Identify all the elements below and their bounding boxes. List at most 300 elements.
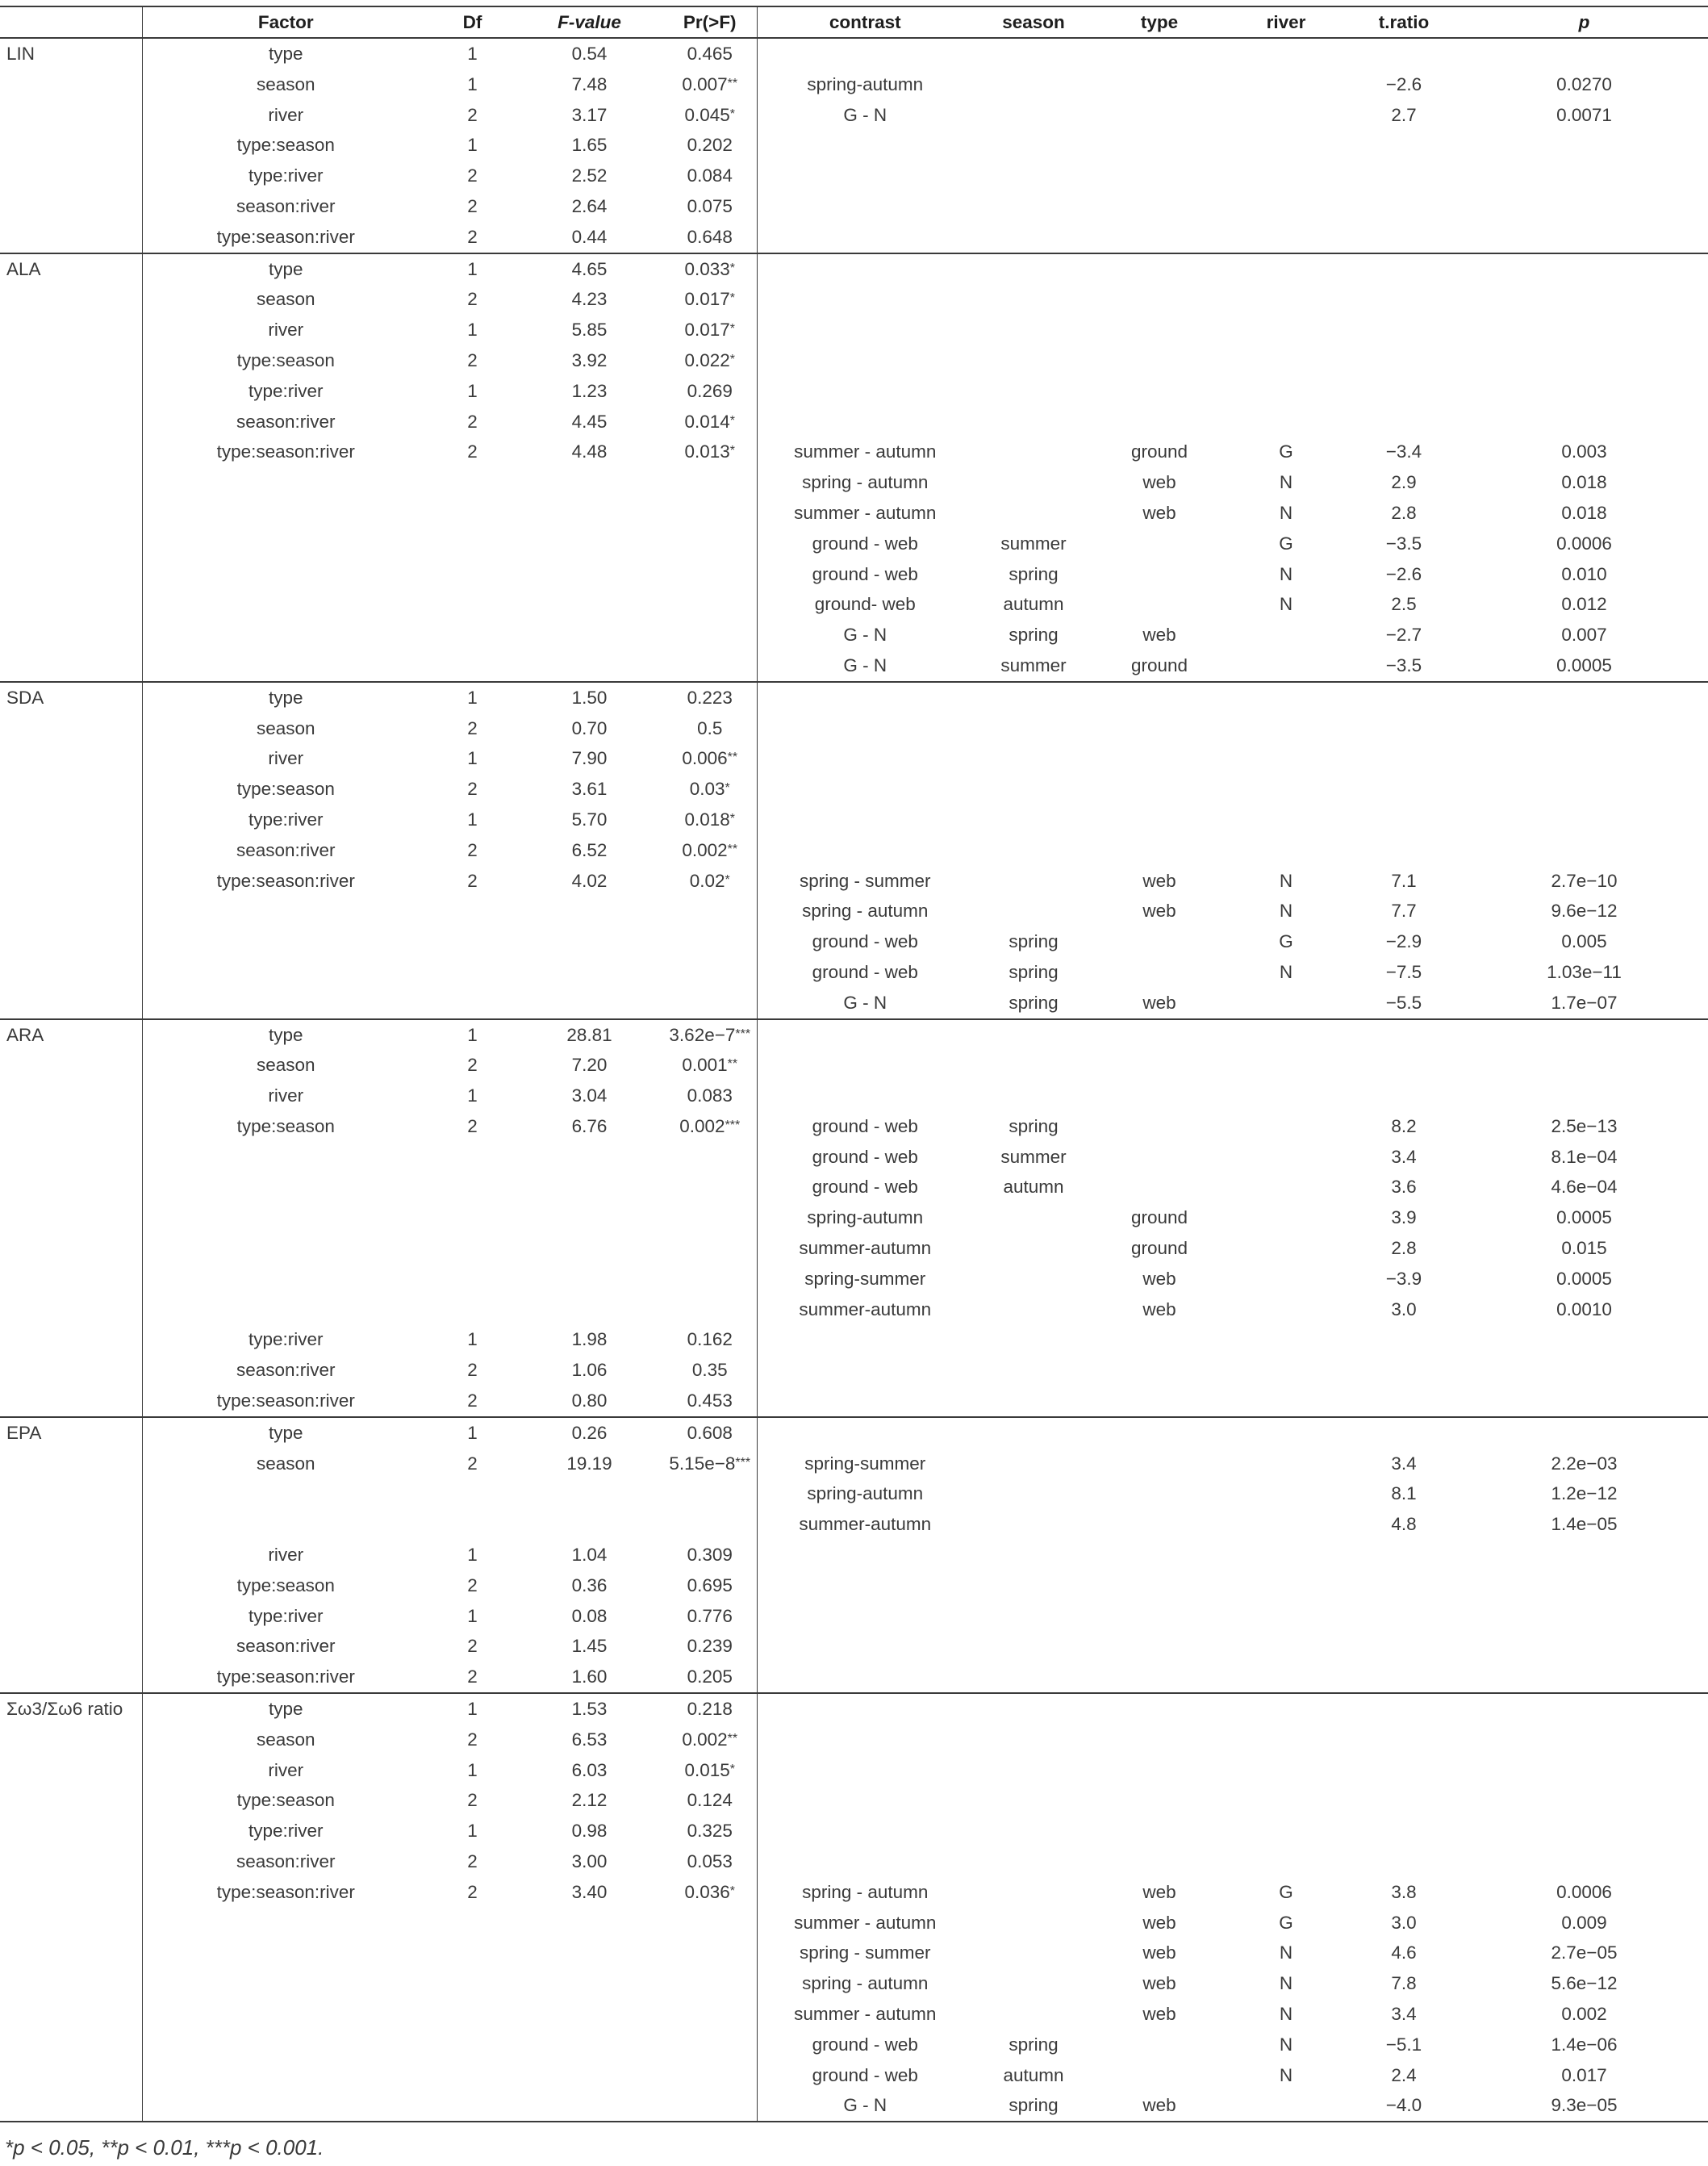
cell-prf bbox=[663, 682, 757, 713]
cell-type: web bbox=[1142, 870, 1176, 891]
table-row bbox=[0, 866, 1708, 897]
cell-df: 2 bbox=[467, 717, 478, 738]
cell-type: ground bbox=[1130, 1207, 1188, 1228]
cell-type: web bbox=[1142, 472, 1176, 493]
cell-prf bbox=[663, 1386, 757, 1417]
header-prf: Pr(>F) bbox=[663, 6, 757, 38]
cell-factor: season:river bbox=[142, 407, 429, 437]
cell-factor bbox=[142, 1999, 429, 2030]
cell-contrast: summer - autumn bbox=[757, 437, 973, 467]
cell-type: web bbox=[1142, 625, 1176, 646]
cell-season bbox=[973, 743, 1094, 774]
cell-tratio: −2.6 bbox=[1385, 563, 1422, 584]
table-row bbox=[0, 376, 1708, 407]
cell-measure bbox=[0, 926, 142, 957]
cell-df bbox=[429, 2030, 516, 2060]
cell-season bbox=[973, 1846, 1094, 1877]
cell-contrast bbox=[757, 1081, 973, 1111]
cell-fvalue: 7.90 bbox=[571, 748, 608, 769]
cell-contrast bbox=[757, 713, 973, 744]
cell-river bbox=[1225, 1386, 1347, 1417]
cell-prf bbox=[663, 222, 757, 253]
cell-measure bbox=[0, 1938, 142, 1968]
pr-value: 0.002 bbox=[682, 1729, 728, 1750]
table-row bbox=[0, 1540, 1708, 1570]
significance-stars: ** bbox=[727, 1057, 738, 1072]
cell-p: 0.002 bbox=[1561, 2004, 1607, 2024]
table-row bbox=[0, 222, 1708, 253]
cell-prf bbox=[663, 1846, 757, 1877]
cell-measure bbox=[0, 1540, 142, 1570]
cell-season bbox=[973, 1999, 1094, 2030]
cell-df: 1 bbox=[467, 44, 478, 64]
cell-contrast bbox=[757, 1050, 973, 1081]
table-row bbox=[0, 345, 1708, 376]
cell-season: autumn bbox=[1003, 594, 1064, 615]
table-row bbox=[0, 988, 1708, 1019]
table-row bbox=[0, 713, 1708, 744]
cell-df: 2 bbox=[467, 226, 478, 247]
cell-season bbox=[973, 896, 1094, 926]
header-fvalue: F-value bbox=[516, 6, 663, 38]
cell-tratio: 8.1 bbox=[1391, 1483, 1417, 1504]
header-df: Df bbox=[429, 6, 516, 38]
cell-measure bbox=[0, 1662, 142, 1693]
cell-measure bbox=[0, 774, 142, 805]
pr-value: 0.465 bbox=[687, 44, 733, 64]
cell-prf bbox=[663, 559, 757, 590]
cell-factor bbox=[142, 1233, 429, 1264]
cell-prf bbox=[663, 835, 757, 866]
cell-p bbox=[1460, 130, 1708, 161]
cell-contrast bbox=[757, 38, 973, 69]
cell-river: N bbox=[1279, 594, 1293, 615]
pr-value: 0.002 bbox=[682, 839, 728, 860]
table-row bbox=[0, 2060, 1708, 2091]
table-row bbox=[0, 589, 1708, 620]
cell-season bbox=[973, 1478, 1094, 1509]
significance-stars: ** bbox=[727, 751, 738, 765]
cell-tratio: 3.9 bbox=[1391, 1207, 1417, 1228]
cell-p bbox=[1460, 191, 1708, 222]
pr-value: 0.018 bbox=[684, 809, 730, 830]
table-row bbox=[0, 1386, 1708, 1417]
cell-contrast: spring-summer bbox=[757, 1264, 973, 1294]
cell-tratio bbox=[1347, 743, 1460, 774]
cell-type: web bbox=[1142, 901, 1176, 922]
cell-contrast: ground - web bbox=[757, 529, 973, 559]
cell-river bbox=[1225, 1478, 1347, 1509]
cell-river bbox=[1225, 1111, 1347, 1142]
cell-season bbox=[973, 866, 1094, 897]
cell-tratio: 2.5 bbox=[1391, 594, 1417, 615]
cell-contrast bbox=[757, 1662, 973, 1693]
cell-river bbox=[1225, 315, 1347, 345]
cell-fvalue: 0.80 bbox=[571, 1390, 608, 1411]
cell-river bbox=[1225, 1693, 1347, 1725]
cell-fvalue: 5.70 bbox=[571, 809, 608, 830]
cell-type bbox=[1094, 926, 1225, 957]
cell-contrast: spring - autumn bbox=[757, 896, 973, 926]
cell-df: 1 bbox=[429, 1019, 516, 1051]
cell-type bbox=[1094, 529, 1225, 559]
cell-tratio bbox=[1347, 1019, 1460, 1051]
table-row bbox=[0, 1478, 1708, 1509]
cell-prf bbox=[663, 926, 757, 957]
cell-tratio bbox=[1347, 1725, 1460, 1755]
cell-type bbox=[1094, 1540, 1225, 1570]
cell-river bbox=[1225, 1755, 1347, 1786]
cell-river: G bbox=[1279, 441, 1293, 462]
cell-contrast bbox=[757, 1755, 973, 1786]
cell-season: spring bbox=[1009, 563, 1059, 584]
cell-season bbox=[973, 1877, 1094, 1908]
cell-fvalue: 1.50 bbox=[516, 682, 663, 713]
cell-contrast: spring - summer bbox=[757, 1938, 973, 1968]
cell-df bbox=[429, 1264, 516, 1294]
cell-type bbox=[1094, 284, 1225, 315]
cell-df: 2 bbox=[467, 1790, 478, 1811]
cell-season bbox=[973, 130, 1094, 161]
cell-df: 1 bbox=[467, 1605, 478, 1626]
table-row bbox=[0, 1662, 1708, 1693]
cell-p bbox=[1460, 161, 1708, 191]
cell-df bbox=[429, 1968, 516, 1999]
cell-df bbox=[429, 467, 516, 498]
pr-value: 0.022 bbox=[684, 349, 730, 370]
cell-p: 0.0006 bbox=[1556, 533, 1612, 554]
cell-df: 1 bbox=[429, 1417, 516, 1449]
cell-type bbox=[1094, 1631, 1225, 1662]
table-row bbox=[0, 1050, 1708, 1081]
table-row bbox=[0, 559, 1708, 590]
cell-contrast: spring-autumn bbox=[757, 1478, 973, 1509]
cell-measure bbox=[0, 805, 142, 835]
cell-df bbox=[429, 1999, 516, 2030]
cell-tratio bbox=[1347, 1846, 1460, 1877]
cell-fvalue: 7.20 bbox=[571, 1055, 608, 1076]
table-row bbox=[0, 1725, 1708, 1755]
cell-contrast bbox=[757, 1693, 973, 1725]
cell-p bbox=[1460, 713, 1708, 744]
cell-df: 1 bbox=[429, 253, 516, 285]
cell-season bbox=[973, 498, 1094, 529]
cell-type: web bbox=[1142, 1298, 1176, 1319]
cell-tratio bbox=[1347, 284, 1460, 315]
cell-p bbox=[1460, 315, 1708, 345]
cell-fvalue: 1.45 bbox=[571, 1636, 608, 1657]
significance-stars: ** bbox=[727, 842, 738, 856]
cell-type bbox=[1094, 957, 1225, 988]
anova-table bbox=[0, 6, 1708, 2122]
cell-contrast: summer-autumn bbox=[757, 1294, 973, 1325]
cell-season bbox=[973, 1662, 1094, 1693]
cell-season bbox=[973, 1755, 1094, 1786]
cell-factor: river bbox=[142, 1081, 429, 1111]
cell-df: 1 bbox=[467, 320, 478, 341]
cell-contrast bbox=[757, 1785, 973, 1816]
cell-p: 0.0005 bbox=[1556, 654, 1612, 675]
cell-prf bbox=[663, 774, 757, 805]
significance-stars: * bbox=[729, 261, 736, 275]
cell-prf bbox=[663, 1509, 757, 1540]
cell-contrast: ground- web bbox=[757, 589, 973, 620]
pr-value: 0.309 bbox=[687, 1545, 733, 1566]
cell-river bbox=[1225, 1631, 1347, 1662]
cell-factor: type bbox=[142, 1693, 429, 1725]
cell-p bbox=[1460, 1417, 1708, 1449]
table-row bbox=[0, 1081, 1708, 1111]
pr-value: 0.02 bbox=[689, 870, 725, 891]
cell-prf bbox=[663, 1478, 757, 1509]
cell-factor: type:river bbox=[142, 1601, 429, 1632]
cell-type bbox=[1094, 743, 1225, 774]
cell-contrast bbox=[757, 805, 973, 835]
cell-river: N bbox=[1279, 563, 1293, 584]
cell-contrast: ground - web bbox=[757, 2060, 973, 2091]
cell-type bbox=[1094, 100, 1225, 131]
cell-type bbox=[1094, 407, 1225, 437]
cell-tratio bbox=[1347, 805, 1460, 835]
cell-measure bbox=[0, 1142, 142, 1173]
cell-contrast bbox=[757, 222, 973, 253]
cell-fvalue: 0.54 bbox=[571, 44, 608, 64]
cell-factor: type bbox=[142, 1019, 429, 1051]
cell-measure bbox=[0, 2090, 142, 2122]
cell-tratio: −2.6 bbox=[1385, 73, 1422, 94]
cell-fvalue: 4.45 bbox=[571, 411, 608, 432]
cell-season: autumn bbox=[1003, 2064, 1064, 2085]
cell-df bbox=[429, 926, 516, 957]
cell-season bbox=[973, 1355, 1094, 1386]
cell-contrast bbox=[757, 1355, 973, 1386]
cell-fvalue bbox=[516, 559, 663, 590]
cell-df: 2 bbox=[467, 839, 478, 860]
table-row bbox=[0, 1172, 1708, 1202]
cell-measure bbox=[0, 866, 142, 897]
table-row bbox=[0, 1417, 1708, 1449]
cell-factor bbox=[142, 957, 429, 988]
cell-df bbox=[429, 529, 516, 559]
cell-p: 1.2e−12 bbox=[1551, 1483, 1618, 1504]
cell-p bbox=[1460, 805, 1708, 835]
cell-season bbox=[973, 1816, 1094, 1846]
table-row bbox=[0, 1968, 1708, 1999]
cell-df: 1 bbox=[467, 135, 478, 156]
table-row bbox=[0, 1111, 1708, 1142]
cell-prf bbox=[663, 1050, 757, 1081]
cell-factor: type:season:river bbox=[142, 1662, 429, 1693]
cell-season: summer bbox=[1000, 654, 1067, 675]
table-row bbox=[0, 957, 1708, 988]
cell-contrast: spring - autumn bbox=[757, 1877, 973, 1908]
cell-df: 2 bbox=[467, 1666, 478, 1687]
cell-prf bbox=[663, 1202, 757, 1233]
cell-p: 4.6e−04 bbox=[1551, 1177, 1618, 1198]
cell-contrast bbox=[757, 1570, 973, 1601]
cell-p bbox=[1460, 253, 1708, 285]
cell-fvalue: 1.53 bbox=[516, 1693, 663, 1725]
cell-season bbox=[973, 713, 1094, 744]
cell-df: 1 bbox=[429, 1693, 516, 1725]
cell-tratio bbox=[1347, 38, 1460, 69]
cell-factor bbox=[142, 620, 429, 650]
cell-p: 0.005 bbox=[1561, 931, 1607, 952]
cell-fvalue: 3.00 bbox=[571, 1851, 608, 1872]
cell-type bbox=[1094, 191, 1225, 222]
cell-river: G bbox=[1279, 533, 1293, 554]
cell-season: summer bbox=[1000, 1146, 1067, 1167]
cell-tratio bbox=[1347, 1662, 1460, 1693]
cell-type bbox=[1094, 1755, 1225, 1786]
cell-tratio: 7.1 bbox=[1391, 870, 1417, 891]
table-row bbox=[0, 437, 1708, 467]
cell-factor bbox=[142, 467, 429, 498]
cell-tratio bbox=[1347, 1785, 1460, 1816]
cell-fvalue: 28.81 bbox=[516, 1019, 663, 1051]
cell-factor bbox=[142, 529, 429, 559]
cell-season bbox=[973, 161, 1094, 191]
cell-prf bbox=[663, 1417, 757, 1449]
cell-measure bbox=[0, 1264, 142, 1294]
cell-river: N bbox=[1279, 1973, 1293, 1994]
cell-factor bbox=[142, 2090, 429, 2122]
cell-df bbox=[429, 620, 516, 650]
cell-season bbox=[973, 253, 1094, 285]
cell-prf bbox=[663, 467, 757, 498]
cell-fvalue bbox=[516, 988, 663, 1019]
cell-measure bbox=[0, 130, 142, 161]
cell-measure bbox=[0, 1570, 142, 1601]
cell-tratio: 7.7 bbox=[1391, 901, 1417, 922]
cell-df bbox=[429, 957, 516, 988]
table-row bbox=[0, 896, 1708, 926]
cell-prf bbox=[663, 253, 757, 285]
cell-prf bbox=[663, 988, 757, 1019]
cell-season bbox=[973, 191, 1094, 222]
cell-tratio: −5.5 bbox=[1385, 992, 1422, 1013]
cell-river bbox=[1225, 1081, 1347, 1111]
cell-contrast: ground - web bbox=[757, 1142, 973, 1173]
cell-factor: type:season bbox=[142, 130, 429, 161]
significance-stars: * bbox=[729, 444, 736, 458]
cell-p bbox=[1460, 1693, 1708, 1725]
cell-season bbox=[973, 376, 1094, 407]
cell-df: 1 bbox=[429, 682, 516, 713]
significance-stars: * bbox=[725, 872, 730, 887]
cell-df: 1 bbox=[467, 73, 478, 94]
cell-contrast bbox=[757, 835, 973, 866]
pr-value: 0.608 bbox=[687, 1422, 733, 1443]
cell-df: 1 bbox=[467, 1821, 478, 1842]
pr-value: 5.15e−8 bbox=[669, 1453, 736, 1474]
cell-measure: ARA bbox=[0, 1019, 142, 1051]
cell-fvalue bbox=[516, 1938, 663, 1968]
cell-type bbox=[1094, 1662, 1225, 1693]
cell-prf bbox=[663, 1631, 757, 1662]
cell-river: N bbox=[1279, 2064, 1293, 2085]
cell-factor: type:season bbox=[142, 345, 429, 376]
cell-fvalue: 6.53 bbox=[571, 1729, 608, 1750]
cell-contrast: ground - web bbox=[757, 559, 973, 590]
cell-tratio: 3.4 bbox=[1391, 1453, 1417, 1474]
cell-fvalue bbox=[516, 467, 663, 498]
cell-type: web bbox=[1142, 2004, 1176, 2024]
cell-p: 0.009 bbox=[1561, 1912, 1607, 1933]
cell-season bbox=[973, 1264, 1094, 1294]
cell-p: 8.1e−04 bbox=[1551, 1146, 1618, 1167]
cell-df: 2 bbox=[467, 195, 478, 216]
cell-fvalue bbox=[516, 529, 663, 559]
cell-p bbox=[1460, 1019, 1708, 1051]
cell-prf bbox=[663, 38, 757, 69]
cell-river bbox=[1225, 1509, 1347, 1540]
cell-prf bbox=[663, 376, 757, 407]
cell-factor bbox=[142, 2030, 429, 2060]
cell-type bbox=[1094, 161, 1225, 191]
cell-prf bbox=[663, 2030, 757, 2060]
header-season: season bbox=[973, 6, 1094, 38]
cell-tratio bbox=[1347, 1540, 1460, 1570]
cell-measure: EPA bbox=[0, 1417, 142, 1449]
cell-p bbox=[1460, 1631, 1708, 1662]
cell-contrast: ground - web bbox=[757, 2030, 973, 2060]
cell-river bbox=[1225, 1019, 1347, 1051]
table-row bbox=[0, 1509, 1708, 1540]
cell-type bbox=[1094, 1725, 1225, 1755]
cell-tratio bbox=[1347, 407, 1460, 437]
cell-fvalue bbox=[516, 620, 663, 650]
pr-value: 0.053 bbox=[687, 1851, 733, 1872]
cell-measure bbox=[0, 2030, 142, 2060]
cell-p: 5.6e−12 bbox=[1551, 1973, 1618, 1994]
cell-type bbox=[1094, 1509, 1225, 1540]
cell-prf bbox=[663, 1693, 757, 1725]
table-row bbox=[0, 253, 1708, 285]
cell-river bbox=[1225, 100, 1347, 131]
cell-river bbox=[1225, 1355, 1347, 1386]
cell-season bbox=[973, 1050, 1094, 1081]
pr-value: 0.006 bbox=[682, 748, 728, 769]
cell-p bbox=[1460, 1846, 1708, 1877]
cell-df bbox=[429, 1509, 516, 1540]
cell-prf bbox=[663, 1877, 757, 1908]
table-footnote: *p < 0.05, **p < 0.01, ***p < 0.001. bbox=[5, 2135, 324, 2160]
cell-p: 0.018 bbox=[1561, 502, 1607, 523]
cell-type bbox=[1094, 1693, 1225, 1725]
cell-p bbox=[1460, 1540, 1708, 1570]
cell-season bbox=[973, 315, 1094, 345]
cell-fvalue: 2.52 bbox=[571, 165, 608, 186]
table-row bbox=[0, 1233, 1708, 1264]
cell-fvalue: 3.17 bbox=[571, 104, 608, 125]
cell-contrast: spring - summer bbox=[757, 866, 973, 897]
cell-river bbox=[1225, 835, 1347, 866]
cell-river bbox=[1225, 1142, 1347, 1173]
cell-measure bbox=[0, 100, 142, 131]
cell-prf bbox=[663, 1601, 757, 1632]
cell-factor: season bbox=[142, 713, 429, 744]
cell-tratio: −3.5 bbox=[1385, 533, 1422, 554]
cell-tratio: 4.6 bbox=[1391, 1942, 1417, 1963]
pr-value: 0.075 bbox=[687, 195, 733, 216]
cell-prf bbox=[663, 161, 757, 191]
cell-p: 0.0010 bbox=[1556, 1298, 1612, 1319]
cell-df: 1 bbox=[467, 380, 478, 401]
cell-contrast bbox=[757, 1846, 973, 1877]
cell-tratio bbox=[1347, 345, 1460, 376]
cell-season bbox=[973, 1202, 1094, 1233]
